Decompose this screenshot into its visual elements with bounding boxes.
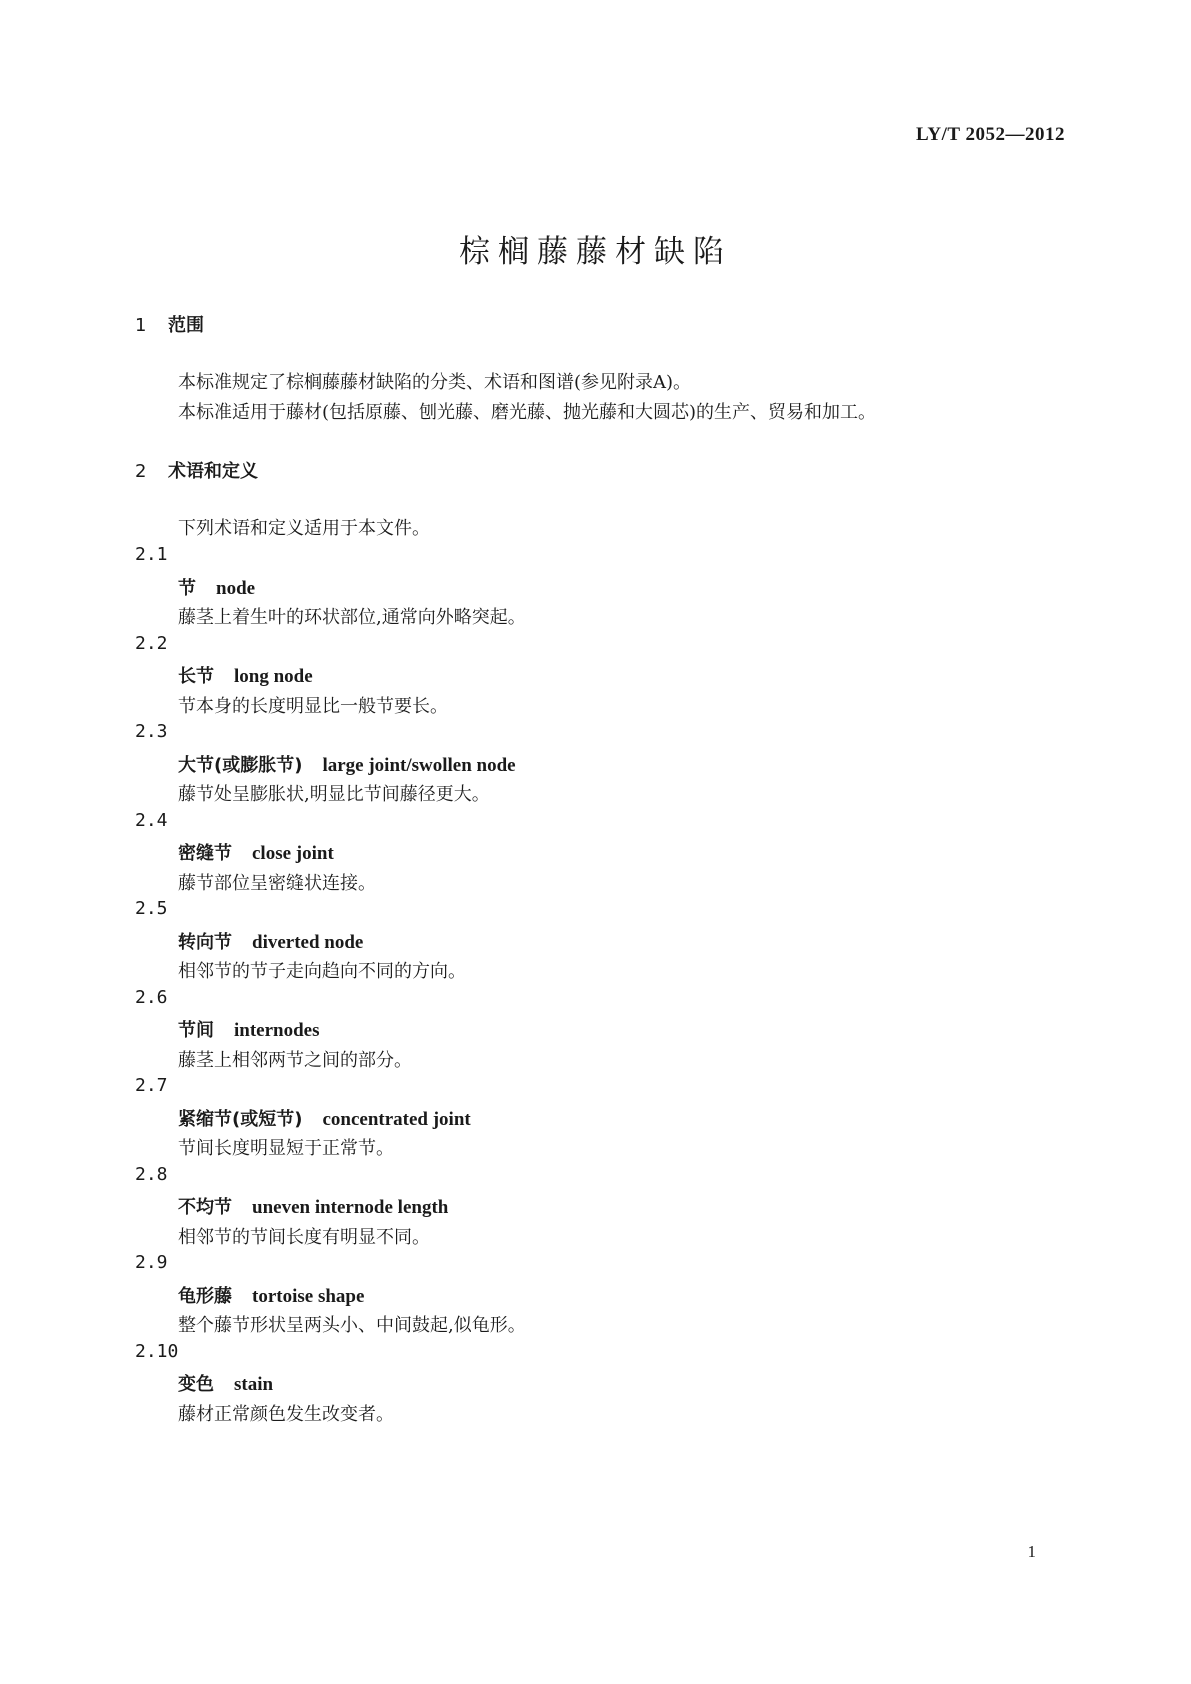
terms-intro: 下列术语和定义适用于本文件。 — [178, 518, 430, 539]
section-number: 2 — [135, 461, 147, 482]
term-definition: 藤材正常颜色发生改变者。 — [178, 1404, 394, 1425]
term-zh: 长节 — [178, 666, 214, 687]
term-number: 2.3 — [135, 721, 168, 742]
scope-paragraph-2: 本标准适用于藤材(包括原藤、刨光藤、磨光藤、抛光藤和大圆芯)的生产、贸易和加工。 — [178, 402, 877, 423]
term-en: tortoise shape — [252, 1286, 365, 1307]
term-zh: 节 — [178, 578, 196, 599]
term-zh: 节间 — [178, 1020, 214, 1041]
term-heading — [178, 1016, 320, 1042]
term-definition: 节间长度明显短于正常节。 — [178, 1138, 394, 1159]
section-number: 1 — [135, 315, 147, 336]
term-definition: 整个藤节形状呈两头小、中间鼓起,似龟形。 — [178, 1315, 526, 1336]
term-definition: 藤节处呈膨胀状,明显比节间藤径更大。 — [178, 784, 490, 805]
term-heading — [178, 1282, 364, 1308]
term-en: uneven internode length — [252, 1197, 449, 1218]
term-definition: 节本身的长度明显比一般节要长。 — [178, 696, 448, 717]
term-en: node — [216, 578, 256, 599]
term-number: 2.8 — [135, 1164, 168, 1185]
page-number: 1 — [1027, 1542, 1036, 1561]
term-number: 2.9 — [135, 1252, 168, 1273]
term-number: 2.7 — [135, 1075, 168, 1096]
term-zh: 密缝节 — [178, 843, 232, 864]
term-number: 2.10 — [135, 1341, 179, 1362]
term-en: concentrated joint — [322, 1109, 471, 1130]
term-number: 2.4 — [135, 810, 168, 831]
section-heading-scope — [135, 311, 204, 337]
term-en: internodes — [234, 1020, 320, 1041]
term-zh: 龟形藤 — [178, 1286, 232, 1307]
term-heading — [178, 928, 363, 954]
term-heading — [178, 839, 334, 865]
term-en: long node — [234, 666, 313, 687]
term-heading — [178, 1193, 448, 1219]
term-zh: 不均节 — [178, 1197, 232, 1218]
section-title: 范围 — [168, 315, 204, 336]
document-title: 棕榈藤藤材缺陷 — [459, 234, 732, 270]
term-definition: 相邻节的节子走向趋向不同的方向。 — [178, 961, 466, 982]
term-zh: 变色 — [178, 1374, 214, 1395]
scope-paragraph-1: 本标准规定了棕榈藤藤材缺陷的分类、术语和图谱(参见附录A)。 — [178, 372, 692, 393]
term-en: close joint — [252, 843, 334, 864]
term-number: 2.1 — [135, 544, 168, 565]
term-number: 2.5 — [135, 898, 168, 919]
term-zh: 转向节 — [178, 932, 232, 953]
term-heading — [178, 574, 255, 600]
term-number: 2.6 — [135, 987, 168, 1008]
term-definition: 藤茎上相邻两节之间的部分。 — [178, 1050, 412, 1071]
term-en: stain — [234, 1374, 274, 1395]
term-number: 2.2 — [135, 633, 168, 654]
term-definition: 相邻节的节间长度有明显不同。 — [178, 1227, 430, 1248]
term-definition: 藤节部位呈密缝状连接。 — [178, 873, 376, 894]
term-en: diverted node — [252, 932, 364, 953]
term-heading — [178, 1105, 471, 1131]
section-heading-terms — [135, 457, 258, 483]
term-zh: 大节(或膨胀节) — [178, 755, 303, 776]
term-zh: 紧缩节(或短节) — [178, 1109, 303, 1130]
term-en: large joint/swollen node — [322, 755, 516, 776]
term-definition: 藤茎上着生叶的环状部位,通常向外略突起。 — [178, 607, 526, 628]
term-heading — [178, 751, 516, 777]
standard-code: LY/T 2052—2012 — [915, 124, 1065, 145]
term-heading — [178, 1370, 273, 1396]
term-heading — [178, 662, 313, 688]
section-title: 术语和定义 — [168, 461, 258, 482]
